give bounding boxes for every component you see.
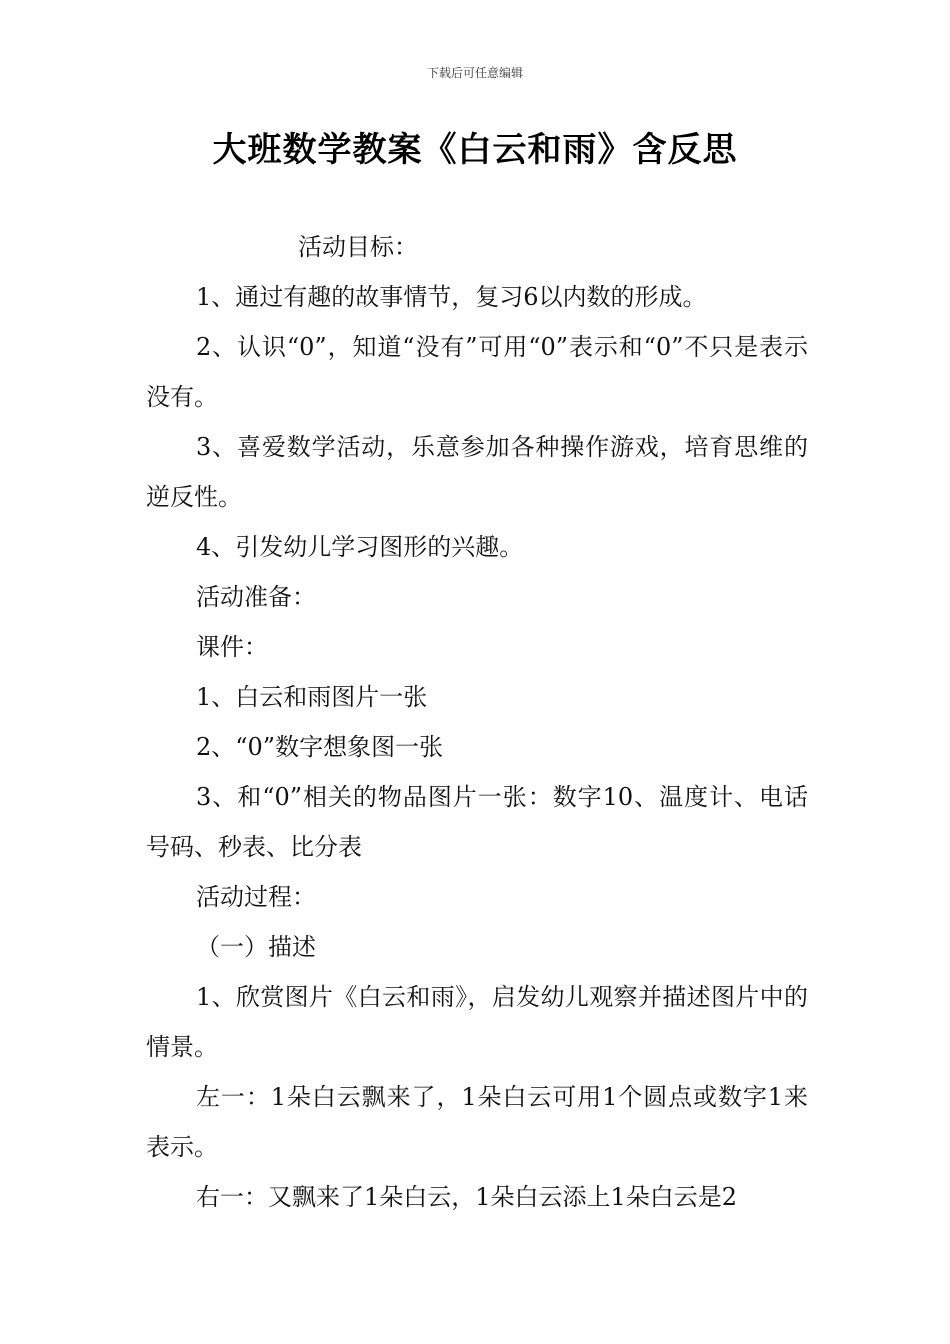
section-heading-process: 活动过程： <box>196 883 316 911</box>
paragraph: 1、欣赏图片《白云和雨》，启发幼儿观察并描述图片中的情景。 <box>146 983 808 1061</box>
paragraph: 2、“0”数字想象图一张 <box>196 733 444 761</box>
document-title: 大班数学教案《白云和雨》含反思 <box>212 130 738 170</box>
header-note: 下载后可任意编辑 <box>426 66 523 80</box>
paragraph: 右一：又飘来了1朵白云，1朵白云添上1朵白云是2 <box>196 1183 738 1211</box>
document-body <box>146 222 808 1222</box>
paragraph: 3、和“0”相关的物品图片一张：数字10、温度计、电话号码、秒表、比分表 <box>146 783 808 861</box>
paragraph: 4、引发幼儿学习图形的兴趣。 <box>196 533 524 561</box>
paragraph: 1、通过有趣的故事情节，复习6以内数的形成。 <box>196 283 707 311</box>
paragraph: 课件： <box>196 633 268 661</box>
paragraph: 2、认识“0”，知道“没有”可用“0”表示和“0”不只是表示没有。 <box>146 333 808 411</box>
paragraph: 3、喜爱数学活动，乐意参加各种操作游戏，培育思维的逆反性。 <box>146 433 808 511</box>
subsection-heading: （一）描述 <box>196 933 316 961</box>
paragraph: 左一：1朵白云飘来了，1朵白云可用1个圆点或数字1来表示。 <box>146 1083 808 1161</box>
section-heading-goals: 活动目标： <box>298 233 418 261</box>
section-heading-preparation: 活动准备： <box>196 583 316 611</box>
paragraph: 1、白云和雨图片一张 <box>196 683 428 711</box>
